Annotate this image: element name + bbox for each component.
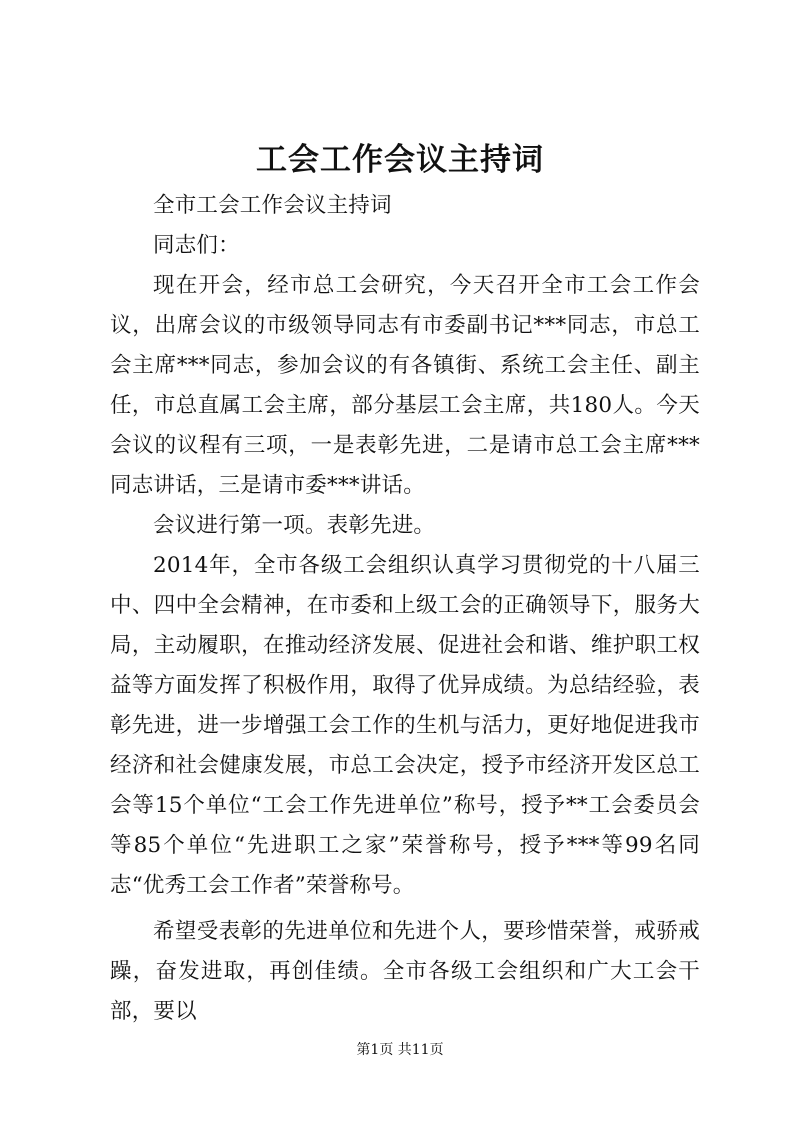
paragraph-subtitle: 全市工会工作会议主持词 (153, 193, 392, 218)
paragraph-expectation: 希望受表彰的先进单位和先进个人，要珍惜荣誉，戒骄戒躁，奋发进取，再创佳绩。全市各级工会组织和广大工会干部，要以 (110, 919, 700, 1024)
document-title: 工会工作会议主持词 (256, 142, 544, 178)
document-body (110, 186, 700, 1032)
paragraph-opening: 现在开会，经市总工会研究，今天召开全市工会工作会议，出席会议的市级领导同志有市委副书记***同志，市总工会主席***同志，参加会议的有各镇街、系统工会主任、副主任，市总直属工会主席，部分基层工会主席，共180人。今天会议的议程有三项，一是表彰先进，二是请市总工会主席***同志讲话，三是请市委***讲话。 (110, 273, 700, 498)
paragraph-salutation: 同志们： (153, 233, 240, 258)
paragraph-agenda-item-one: 会议进行第一项。表彰先进。 (153, 513, 436, 538)
paragraph-commendation: 2014年，全市各级工会组织认真学习贯彻党的十八届三中、四中全会精神，在市委和上级工会的正确领导下，服务大局，主动履职，在推动经济发展、促进社会和谐、维护职工权益等方面发挥了积极作用，取得了优异成绩。为总结经验，表彰先进，进一步增强工会工作的生机与活力，更好地促进我市经济和社会健康发展，市总工会决定，授予市经济开发区总工会等15个单位“工会工作先进单位”称号，授予**工会委员会等85个单位“先进职工之家”荣誉称号，授予***等99名同志“优秀工会工作者”荣誉称号。 (110, 553, 700, 898)
page-footer: 第1页 共11页 (356, 1042, 444, 1058)
